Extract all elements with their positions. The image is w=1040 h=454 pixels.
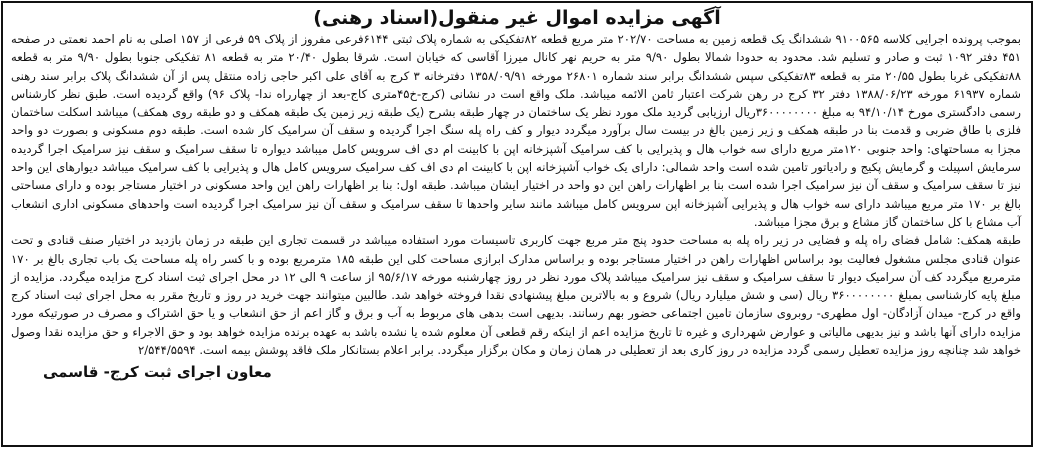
notice-paragraph: طبقه همکف: شامل فضای راه پله و فضایی در زیر راه پله به مساحت حدود پنج متر مربع جهت کاربری تاسیسات مورد استفاده میباشد در قسمت تجاری این طبقه در زمان بازدید در اختیار صنف قنادی و تحت عنوان قنادی مجلس مشغول فعالیت بود براساس اظهارات راهن در اختیار مستاجر بوده و براساس مدارک ابرازی مساحت کلی این طبقه ۱۸۵ مترمربع بوده و با کسر راه پله مساحت یک باب تجاری بالغ بر ۱۷۰ مترمربع میگردد کف آن سرامیک دیوار تا سقف سرامیک و سقف نیز سرامیک میباشد پلاک مورد نظر در روز چهارشنبه مورخه ۹۵/۶/۱۷ از ساعت ۹ الی ۱۲ در محل اجرای ثبت اسناد کرج مزایده میگردد. مزایده از مبلغ پایه کارشناسی بمبلغ ۳۶۰۰۰۰۰۰۰۰ ریال (سی و شش میلیارد ریال) شروع و به بالاترین مبلغ پیشنهادی نقدا فروخته خواهد شد. طالبین میتوانند جهت خرید در روز و تاریخ مقرر به محل اجرای ثبت اسناد کرج واقع در کرج- میدان آزادگان- اول مطهری- روبروی سازمان تامین اجتماعی حضور بهم رسانند. بدیهی است بدهی های مربوط به آب و برق و گاز اعم از حق انشعاب و یا حق اشتراک و مصرف در صورتیکه مورد مزایده دارای آنها باشد و نیز بدیهی مالیاتی و عوارض شهرداری و غیره تا تاریخ مزایده اعم از اینکه رقم قطعی آن معلوم شده یا نشده باشد به عهده برنده مزایده خواهد بود و حق الاجراء و حق مزایده نقدا وصول خواهد شد چنانچه روز مزایده تعطیل رسمی گردد مزایده در روز کاری بعد از تعطیلی در همان زمان و مکان برگزار میگردد. برابر اعلام بستانکار ملک فاقد پوشش بیمه است. ۲/۵۴۴/۵۵۹۴ <box>11 233 1021 358</box>
notice-body <box>3 30 1031 359</box>
notice-title: آگهی مزایده اموال غیر منقول(اسناد رهنی) <box>313 7 721 29</box>
notice-signature: معاون اجرای ثبت کرج- قاسمی <box>43 363 272 382</box>
notice-paragraph: بموجب پرونده اجرایی کلاسه ۹۱۰۰۵۶۵ ششدانگ یک قطعه زمین به مساحت ۲۰۲/۷۰ متر مربع قطعه ۸۲تفکیکی به شماره پلاک ثبتی ۶۱۴۴فرعی مفروز از پلاک ۵۹ فرعی از ۱۵۷ اصلی به نام احمد نعمتی در صفحه ۴۵۱ دفتر ۱۰۹۲ ثبت و صادر و تسلیم شد. محدود به حدودا شمالا بطول ۹/۹۰ متر به حریم نهر کانال میرزا آقاسی که خیابان است. شرقا بطول ۲۰/۴۰ متر به قطعه ۸۱ تفکیکی جنوبا بطول ۹/۹۰ متر به قطعه ۸۸تفکیکی غربا بطول ۲۰/۵۵ متر به قطعه ۸۳تفکیکی سپس ششدانگ برابر سند شماره ۲۶۸۰۱ مورخه ۱۳۵۸/۰۹/۹۱ دفترخانه ۳ کرج به آقای علی اکبر حاجی زاده منتقل پس از آن ششدانگ پلاک برابر سند رهنی شماره ۶۱۹۳۷ مورخه ۱۳۸۸/۰۶/۲۳ دفتر ۳۲ کرج در رهن شرکت اعتبار ثامن الائمه میباشد. ملک واقع است در نشانی (کرج-خ۴۵متری کاج-بعد از چهارراه ندا- پلاک ۹۶) واقع گردیده است. طبق نظر کارشناس رسمی دادگستری مورخ ۹۴/۱۰/۱۴ به مبلغ ۳۶۰۰۰۰۰۰۰۰ریال ارزیابی گردید ملک مورد نظر یک ساختمان در چهار طبقه بشرح (یک طبقه زیر زمین یک طبقه همکف و دو طبقه روی همکف) میباشد اسکلت ساختمان فلزی با طاق ضربی و قدمت بنا در طبقه همکف و زیر زمین بالغ در بیست سال برآورد میگردد دیوار و کف راه پله سنگ اجرا گردیده و سقف آن سرامیک کار شده است. طبقه دوم مسکونی و بصورت دو واحد مجزا به مساحتهای: واحد جنوبی ۱۲۰متر مربع دارای سه خواب هال و پذیرایی با کف سرامیک آشپزخانه اپن با کابینت ام دی اف سرویس کامل میباشد دیواره تا سقف سرامیک و سقف نیز سرامیک اجرا گردیده سرمایش اسپیلت و گرمایش پکیج و رادیاتور تامین شده است واحد شمالی: دارای یک خواب آشپزخانه اپن با کابینت ام دی اف کف سرامیک سرویس کامل هال و پذیرایی با کف سرامیک میباشد دیوارهای این واحد نیز تا سقف سرامیک و سقف آن نیز سرامیک اجرا شده است بنا بر اظهارات راهن این دو واحد در اختیار ایشان میباشد. طبقه اول: بنا بر اظهارات راهن این واحد مسکونی در اختیار مستاجر بوده و دارای مساحتی بالغ بر ۱۷۰ متر مربع میباشد دارای سه خواب هال و پذیرایی آشپزخانه اپن سرویس کامل میباشد مانند سایر واحدها تا سقف سرامیک و سقف آن نیز سرامیک اجرا گردیده است واحدهای مسکونی اداری انشعاب آب مشاع با کل ساختمان گاز مشاع و برق مجزا میباشد. <box>11 32 1021 229</box>
notice-frame <box>1 1 1033 447</box>
